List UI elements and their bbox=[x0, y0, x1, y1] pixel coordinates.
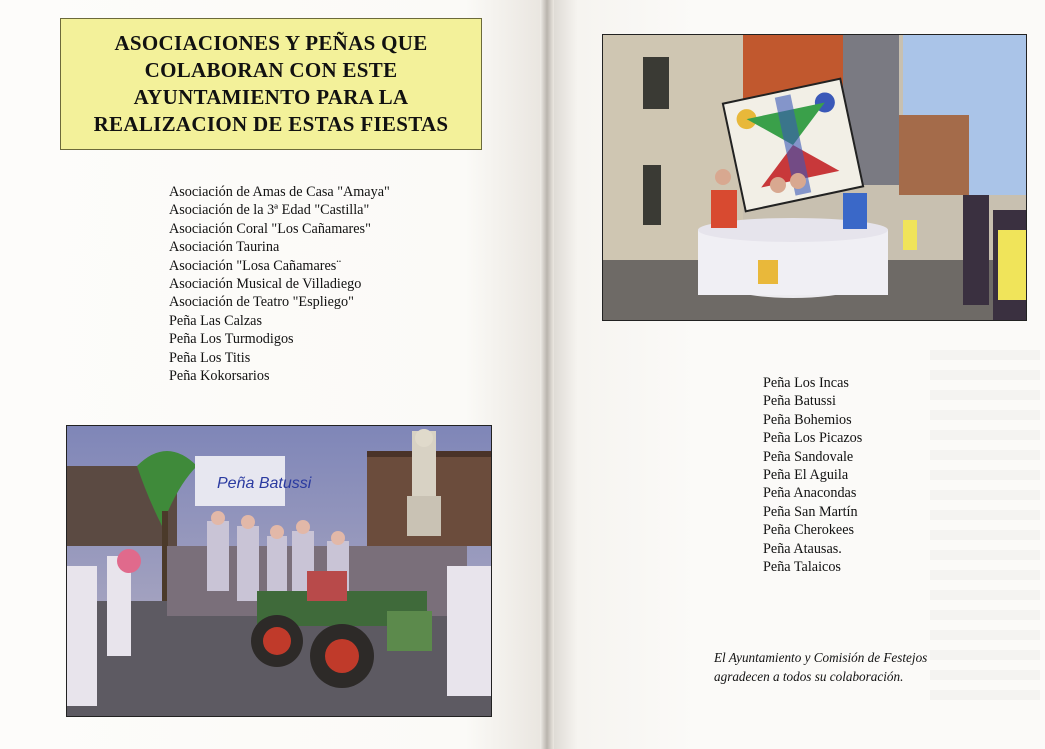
list-item: Asociación de Teatro "Espliego" bbox=[169, 294, 354, 311]
book-spine bbox=[540, 0, 554, 749]
list-item: Peña Cherokees bbox=[763, 522, 855, 539]
list-item: Peña Kokorsarios bbox=[169, 368, 270, 385]
list-item: Peña San Martín bbox=[763, 503, 858, 520]
list-item: Asociación Musical de Villadiego bbox=[169, 276, 362, 293]
tractor-parade-photo bbox=[66, 425, 492, 717]
list-item: Asociación de la 3ª Edad "Castilla" bbox=[169, 202, 370, 219]
associations-list bbox=[169, 183, 390, 385]
show-through-text bbox=[930, 340, 1040, 700]
parchis-float-photo bbox=[602, 34, 1027, 321]
list-item: Peña Sandovale bbox=[763, 448, 854, 465]
thanks-line-1: El Ayuntamiento y Comisión de Festejos bbox=[714, 650, 928, 665]
list-item: Peña Las Calzas bbox=[169, 312, 262, 329]
list-item: Asociación Taurina bbox=[169, 239, 280, 256]
list-item: Peña Los Turmodigos bbox=[169, 331, 294, 348]
list-item: Peña Anacondas bbox=[763, 485, 857, 502]
thanks-note bbox=[714, 648, 927, 686]
page-title: ASOCIACIONES Y PEÑAS QUE COLABORAN CON ESTE AYUNTAMIENTO PARA LA REALIZACION DE ESTAS FIESTAS bbox=[93, 31, 449, 136]
list-item: Asociación Coral "Los Cañamares" bbox=[169, 220, 371, 237]
list-item: Peña Talaicos bbox=[763, 559, 841, 576]
list-item: Asociación "Losa Cañamares¨ bbox=[169, 257, 342, 274]
list-item: Peña El Aguila bbox=[763, 467, 849, 484]
list-item: Peña Los Incas bbox=[763, 375, 849, 391]
list-item: Peña Los Titis bbox=[169, 349, 251, 366]
list-item: Peña Bohemios bbox=[763, 411, 852, 428]
title-box bbox=[60, 18, 482, 150]
thanks-line-2: agradecen a todos su colaboración. bbox=[714, 669, 904, 684]
list-item: Asociación de Amas de Casa "Amaya" bbox=[169, 184, 390, 200]
float-sign-text: Peña Batussi bbox=[217, 475, 312, 492]
list-item: Peña Batussi bbox=[763, 393, 836, 410]
list-item: Peña Atausas. bbox=[763, 540, 842, 557]
list-item: Peña Los Picazos bbox=[763, 430, 863, 447]
penas-list bbox=[763, 374, 862, 576]
